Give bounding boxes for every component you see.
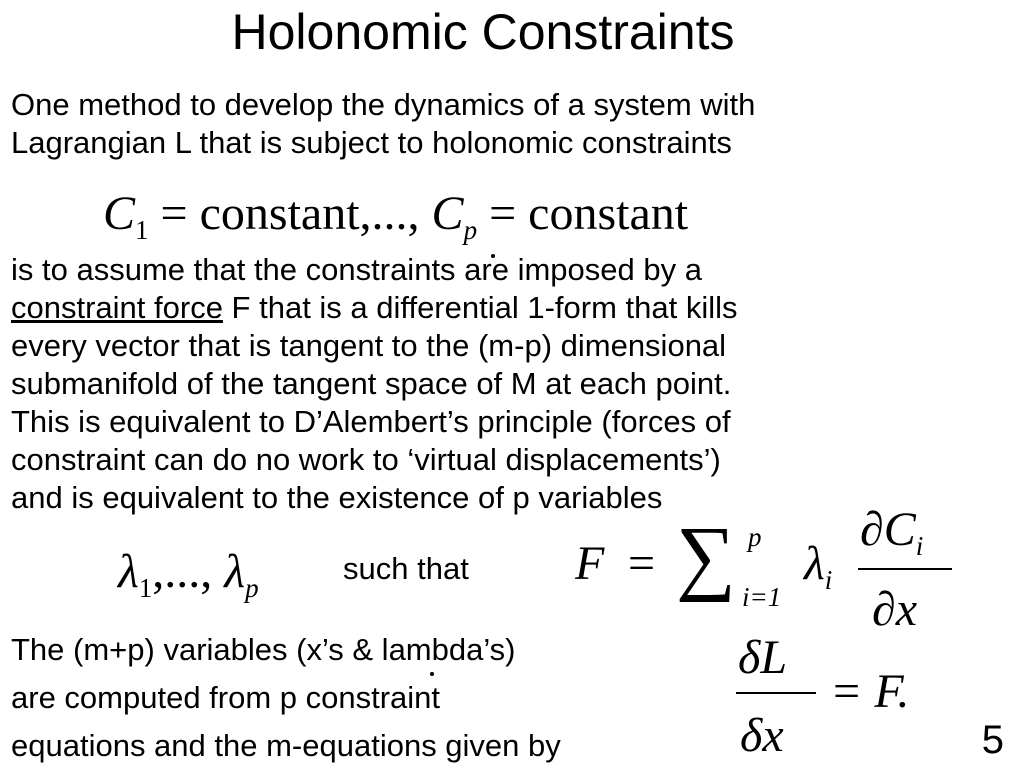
- delta-l-symbol: δL: [738, 631, 788, 684]
- lambda-i: [804, 537, 833, 595]
- body-line-rest: F that is a differential 1-form that kills: [222, 290, 738, 325]
- intro-line: Lagrangian L that is subject to holonomic constraints: [11, 125, 732, 160]
- final-line: are computed from p constraint: [11, 680, 441, 715]
- body-line: submanifold of the tangent space of M at each point.: [11, 366, 732, 401]
- intro-paragraph: [11, 86, 755, 162]
- final-paragraph: [11, 626, 561, 770]
- equation-text: = constant,...,: [148, 187, 432, 240]
- variation-fraction-bar: [736, 692, 816, 694]
- variation-denominator: [740, 709, 784, 762]
- equals-sign: =: [628, 537, 656, 590]
- force-lhs: [575, 537, 605, 590]
- constraints-equation: [103, 187, 689, 245]
- partial-c-symbol: ∂C: [860, 503, 916, 556]
- intro-line: One method to develop the dynamics of a system with: [11, 87, 756, 122]
- slide-number: 5: [981, 718, 1004, 762]
- cp-symbol: C: [431, 187, 464, 240]
- summation-lower-limit: i=1: [742, 582, 782, 612]
- variation-rhs-text: = F.: [830, 665, 910, 718]
- summation-symbol: ∑: [676, 510, 736, 603]
- constraint-force-term: constraint force: [11, 290, 223, 325]
- partial-numerator: [860, 503, 924, 561]
- partial-c-subscript: i: [915, 531, 924, 561]
- partial-denominator: [872, 583, 918, 636]
- lambda-1-symbol: λ: [118, 545, 139, 598]
- such-that-text: such that: [343, 551, 469, 586]
- variation-rhs: [830, 665, 910, 718]
- final-line: The (m+p) variables (x’s & lambda’s): [11, 632, 516, 667]
- lambda-p-symbol: λ: [224, 545, 246, 598]
- fraction-bar: [858, 568, 952, 570]
- force-symbol: F: [575, 537, 605, 590]
- variation-numerator: [738, 631, 788, 684]
- lambda-i-symbol: λ: [804, 537, 825, 590]
- body-line: every vector that is tangent to the (m-p) dimensional: [11, 328, 727, 363]
- partial-x-symbol: ∂x: [872, 583, 918, 636]
- delta-x-symbol: δx: [740, 709, 784, 762]
- lambda-1-subscript: 1: [138, 573, 153, 603]
- body-paragraph: [11, 251, 738, 517]
- body-line: and is equivalent to the existence of p variables: [11, 480, 663, 515]
- slide-title: Holonomic Constraints: [231, 4, 735, 60]
- equation-text: = constant: [477, 187, 689, 240]
- lambda-p-subscript: p: [245, 573, 259, 603]
- ellipsis-text: ,...,: [152, 545, 225, 598]
- body-line: constraint can do no work to ‘virtual displacements’): [11, 442, 721, 477]
- cp-subscript: p: [463, 215, 478, 245]
- c1-symbol: C: [103, 187, 136, 240]
- body-line: This is equivalent to D’Alembert’s principle (forces of: [11, 404, 731, 439]
- stray-dot: [430, 672, 434, 676]
- lambda-i-subscript: i: [824, 565, 833, 595]
- body-line: is to assume that the constraints are imposed by a: [11, 252, 702, 287]
- lambdas-expression: [118, 545, 259, 603]
- final-line: equations and the m-equations given by: [11, 728, 561, 763]
- body-line: [11, 289, 738, 327]
- summation-upper-limit: p: [748, 522, 762, 552]
- c1-subscript: 1: [135, 215, 149, 245]
